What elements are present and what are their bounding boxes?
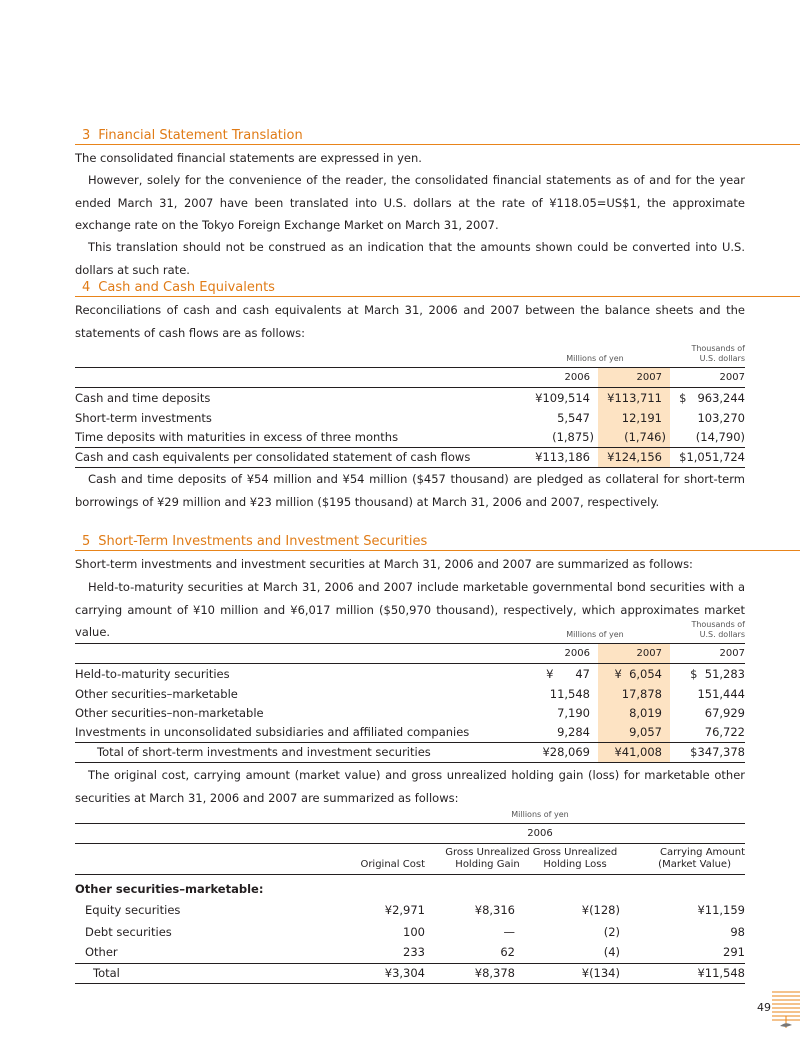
column-header: Original Cost bbox=[335, 844, 425, 875]
cell: (2) bbox=[603, 924, 620, 939]
column-header: (Market Value) bbox=[658, 859, 731, 870]
cell: $1,051,724 bbox=[670, 447, 745, 467]
cell: (4) bbox=[603, 945, 620, 960]
row-label: Total bbox=[75, 964, 335, 984]
cell: 5,547 bbox=[557, 410, 590, 425]
cell: $347,378 bbox=[670, 742, 745, 762]
cell: ¥41,008 bbox=[598, 742, 670, 762]
cell: 9,284 bbox=[557, 724, 590, 739]
section-heading: Cash and Cash Equivalents bbox=[98, 280, 275, 295]
table-row bbox=[75, 922, 745, 943]
section-number: 4 bbox=[82, 280, 91, 295]
section-3-title bbox=[75, 128, 800, 145]
row-label: Cash and cash equivalents per consolidated statement of cash flows bbox=[75, 447, 520, 467]
paragraph: Held-to-maturity securities at March 31, 2006 and 2007 include marketable governmental bond securities with a carrying amount of ¥10 million and ¥6,017 million ($50,970 thousand), respectively, which approximates market value. bbox=[75, 580, 745, 639]
cell: 98 bbox=[730, 924, 745, 939]
cell: (1,746) bbox=[598, 428, 670, 448]
table-row bbox=[75, 704, 745, 723]
column-header: 2007 bbox=[670, 644, 745, 664]
column-header: Carrying Amount bbox=[659, 847, 745, 858]
cell: 11,548 bbox=[549, 686, 590, 701]
cell: 291 bbox=[723, 945, 745, 960]
table-row bbox=[75, 428, 745, 448]
unit-label: Thousands of bbox=[691, 344, 745, 353]
cell: 76,722 bbox=[704, 724, 745, 739]
cell: ¥ 6,054 bbox=[598, 664, 670, 685]
column-header: 2006 bbox=[520, 368, 598, 388]
cell: 100 bbox=[403, 924, 425, 939]
cell: ¥8,316 bbox=[474, 902, 515, 917]
section-heading: Financial Statement Translation bbox=[98, 128, 303, 143]
cell: 9,057 bbox=[598, 723, 670, 743]
row-label: Time deposits with maturities in excess of three months bbox=[75, 429, 399, 444]
row-label: Total of short-term investments and investment securities bbox=[75, 742, 520, 762]
table-row bbox=[75, 899, 745, 922]
cell: ¥(134) bbox=[530, 964, 620, 984]
cell: (1,875) bbox=[552, 429, 594, 444]
section-heading: Short-Term Investments and Investment Securities bbox=[98, 534, 428, 549]
cell: ¥113,711 bbox=[598, 388, 670, 409]
cell: 8,019 bbox=[598, 704, 670, 723]
unit-label: Millions of yen bbox=[566, 354, 624, 363]
row-label: Held-to-maturity securities bbox=[75, 666, 230, 681]
column-header: 2006 bbox=[335, 824, 745, 844]
cell: ¥(128) bbox=[581, 902, 620, 917]
unit-label: U.S. dollars bbox=[699, 354, 745, 363]
cell: 62 bbox=[500, 945, 515, 960]
unit-label: Millions of yen bbox=[511, 810, 569, 819]
cell: 233 bbox=[403, 945, 425, 960]
cell: ¥ 47 bbox=[546, 666, 590, 681]
row-label: Investments in unconsolidated subsidiaries and affiliated companies bbox=[75, 724, 470, 739]
row-label: Other securities–marketable bbox=[75, 686, 238, 701]
marketable-securities-table bbox=[75, 810, 745, 984]
row-label: Cash and time deposits bbox=[75, 390, 211, 405]
cell: 17,878 bbox=[598, 685, 670, 704]
cell: 151,444 bbox=[697, 686, 745, 701]
table-row bbox=[75, 943, 745, 964]
cell: ¥11,548 bbox=[620, 964, 745, 984]
column-header: Holding Loss bbox=[543, 859, 607, 870]
cell: — bbox=[503, 924, 515, 939]
row-label: Equity securities bbox=[85, 902, 181, 917]
table-row bbox=[75, 388, 745, 409]
section-5-title bbox=[75, 534, 800, 551]
row-label: Debt securities bbox=[85, 924, 172, 939]
column-header: Holding Gain bbox=[455, 859, 520, 870]
cell: ¥28,069 bbox=[520, 742, 598, 762]
cell: $ 51,283 bbox=[690, 666, 745, 681]
column-header: Gross Unrealized bbox=[532, 847, 618, 858]
table-row bbox=[75, 685, 745, 704]
total-row bbox=[75, 447, 745, 467]
row-label: Other securities–non-marketable bbox=[75, 705, 264, 720]
table-row bbox=[75, 409, 745, 428]
cell: 103,270 bbox=[697, 410, 745, 425]
cell: ¥109,514 bbox=[535, 390, 590, 405]
cell: ¥124,156 bbox=[598, 447, 670, 467]
cell: ¥2,971 bbox=[384, 902, 425, 917]
cell: ¥113,186 bbox=[520, 447, 598, 467]
column-header: 2006 bbox=[520, 644, 598, 664]
paragraph: The original cost, carrying amount (market value) and gross unrealized holding gain (loss) for marketable other securities at March 31, 2006 and 2007 are summarized as follows: bbox=[75, 768, 745, 805]
column-header: Gross Unrealized bbox=[445, 847, 530, 858]
cell: ¥3,304 bbox=[335, 964, 425, 984]
cell: ¥8,378 bbox=[425, 964, 530, 984]
total-row bbox=[75, 742, 745, 762]
cell: $ 963,244 bbox=[679, 390, 745, 405]
group-label: Other securities–marketable: bbox=[75, 881, 264, 896]
cell: ¥11,159 bbox=[697, 902, 745, 917]
page-number: 49 bbox=[757, 1001, 771, 1014]
investments-table bbox=[75, 620, 745, 763]
paragraph: Cash and time deposits of ¥54 million and ¥54 million ($457 thousand) are pledged as collateral for short-term borrowings of ¥29 million and ¥23 million ($195 thousand) at March 31, 2006 and 2007, respectively. bbox=[75, 472, 745, 509]
cell: 7,190 bbox=[557, 705, 590, 720]
total-row bbox=[75, 964, 745, 984]
row-label: Other bbox=[85, 945, 118, 960]
section-4-title bbox=[75, 280, 800, 297]
column-header: 2007 bbox=[598, 644, 670, 664]
section-number: 3 bbox=[82, 128, 91, 143]
section-number: 5 bbox=[82, 534, 91, 549]
row-label: Short-term investments bbox=[75, 410, 212, 425]
column-header: 2007 bbox=[598, 368, 670, 388]
unit-label: U.S. dollars bbox=[699, 630, 745, 639]
cash-equivalents-table bbox=[75, 344, 745, 468]
paragraph: Short-term investments and investment securities at March 31, 2006 and 2007 are summarized as follows: bbox=[75, 557, 693, 571]
table-row bbox=[75, 723, 745, 743]
cell: 67,929 bbox=[704, 705, 745, 720]
page-decoration-icon bbox=[772, 990, 800, 1030]
unit-label: Thousands of bbox=[691, 620, 745, 629]
paragraph: However, solely for the convenience of the reader, the consolidated financial statements as of and for the year ended March 31, 2007 have been translated into U.S. dollars at the rate of ¥118.05=US$1, the approximate exchange rate on the Tokyo Foreign Exchange Market on March 31, 2007. bbox=[75, 173, 745, 232]
paragraph: Reconciliations of cash and cash equivalents at March 31, 2006 and 2007 between the balance sheets and the statements of cash flows are as follows: bbox=[75, 303, 745, 340]
paragraph: The consolidated financial statements are expressed in yen. bbox=[75, 151, 422, 165]
paragraph: This translation should not be construed as an indication that the amounts shown could be converted into U.S. dollars at such rate. bbox=[75, 240, 745, 277]
cell: (14,790) bbox=[695, 429, 745, 444]
column-header: 2007 bbox=[670, 368, 745, 388]
table-row bbox=[75, 664, 745, 685]
cell: 12,191 bbox=[598, 409, 670, 428]
unit-label: Millions of yen bbox=[566, 630, 624, 639]
